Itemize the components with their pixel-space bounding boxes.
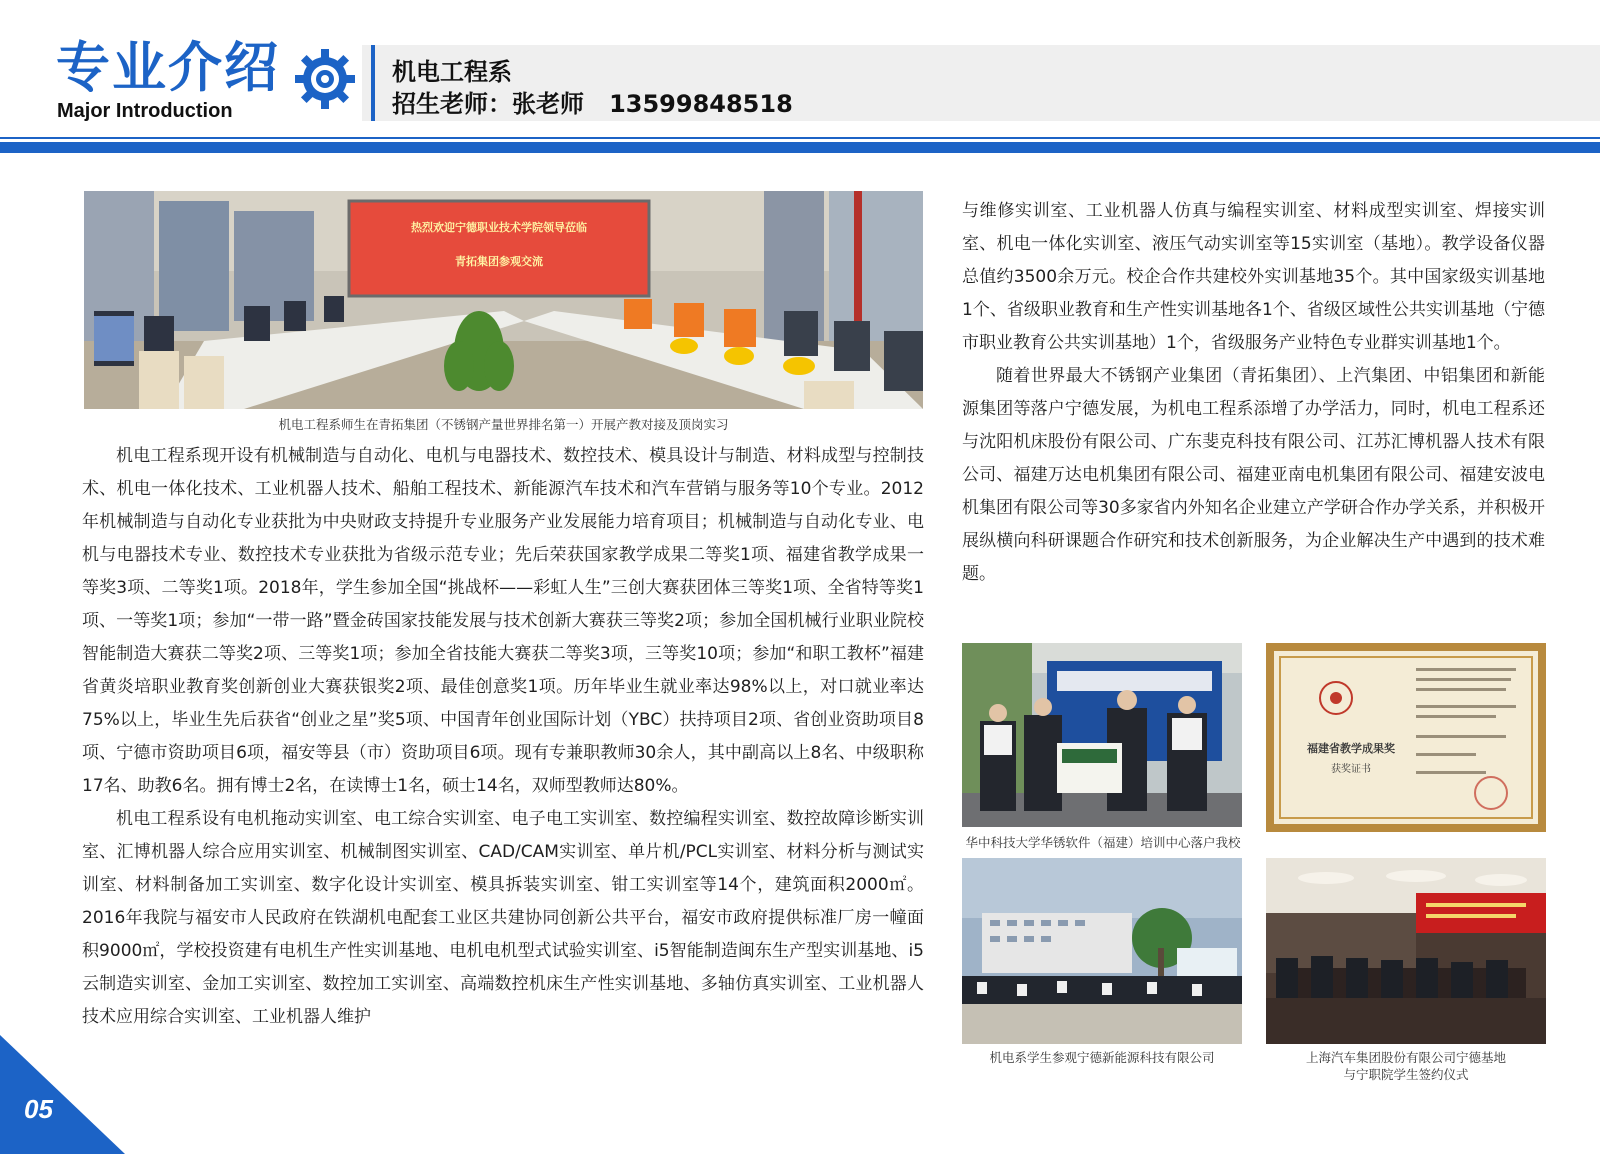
meeting-photo — [84, 191, 923, 409]
page-number: 05 — [24, 1094, 53, 1124]
certificate-photo — [1266, 643, 1546, 832]
certificate-title: 福建省教学成果奖 — [1307, 742, 1395, 755]
meeting-photo-caption: 机电工程系师生在青拓集团（不锈钢产量世界排名第一）开展产教对接及顶岗实习 — [278, 417, 729, 432]
signing-caption-line-1: 上海汽车集团股份有限公司宁德基地 — [1305, 1050, 1506, 1065]
left-column-text — [82, 440, 924, 1034]
group-photo — [962, 858, 1242, 1044]
phone-number: 13599848518 — [609, 90, 793, 118]
paragraph-labs-continued: 与维修实训室、工业机器人仿真与编程实训室、材料成型实训室、焊接实训室、机电一体化实训室、液压气动实训室等15实训室（基地）。教学设备仪器总值约3500余万元。校企合作共建校外实训基地35个。其中国家级实训基地1个、省级职业教育和生产性实训基地各1个、省级区域性公共实训基地（宁德市职业教育公共实训基地）1个，省级服务产业特色专业群实训基地1个。 — [962, 201, 1545, 353]
header-rule-thick — [0, 142, 1600, 153]
paragraph-intro: 机电工程系现开设有机械制造与自动化、电机与电器技术、数控技术、模具设计与制造、材料成型与控制技术、机电一体化技术、工业机器人技术、船舶工程技术、新能源汽车技术和汽车营销与服务等10个专业。2012年机械制造与自动化专业获批为中央财政支持提升专业服务产业发展能力培育项目；机械制造与自动化专业、电机与电器技术专业、数控技术专业获批为省级示范专业；先后荣获国家教学成果二等奖1项、福建省教学成果一等奖3项、二等奖1项。2018年，学生参加全国“挑战杯——彩虹人生”三创大赛获团体三等奖1项、全省特等奖1项、一等奖1项；参加“一带一路”暨金砖国家技能发展与技术创新大赛获三等奖2项；参加全国机械行业职业院校智能制造大赛获二等奖2项、三等奖1项；参加全省技能大赛获二等奖3项，三等奖10项；参加“和职工教杯”福建省黄炎培职业教育奖创新创业大赛获银奖2项、最佳创意奖1项。历年毕业生就业率达98%以上，对口就业率达75%以上，毕业生先后获省“创业之星”奖5项、中国青年创业国际计划（YBC）扶持项目2项、省创业资助项目8项、宁德市资助项目6项，福安等县（市）资助项目6项。现有专兼职教师30余人，其中副高以上8名、中级职称17名、助教6名。拥有博士2名，在读博士1名，硕士14名，双师型教师达80%。 — [82, 446, 924, 796]
header-divider — [371, 45, 375, 121]
recruit-teacher: 招生老师：张老师 — [392, 90, 584, 118]
banner-line-2: 青拓集团参观交流 — [455, 255, 543, 268]
certificate-subtitle: 获奖证书 — [1331, 764, 1371, 775]
signing-photo — [1266, 858, 1546, 1044]
group-photo-caption: 机电系学生参观宁德新能源科技有限公司 — [989, 1050, 1215, 1065]
ceremony-photo-caption: 华中科技大学华锈软件（福建）培训中心落户我校 — [965, 835, 1241, 850]
banner-line-1: 热烈欢迎宁德职业技术学院领导莅临 — [411, 221, 587, 234]
signing-caption-line-2: 与宁职院学生签约仪式 — [1343, 1067, 1469, 1082]
gear-icon — [293, 47, 357, 111]
header-rule-thin — [0, 137, 1600, 139]
page-corner-triangle — [0, 1035, 125, 1154]
department-name: 机电工程系 — [392, 58, 512, 86]
paragraph-labs: 机电工程系设有电机拖动实训室、电工综合实训室、电子电工实训室、数控编程实训室、数控故障诊断实训室、汇博机器人综合应用实训室、机械制图实训室、CAD/CAM实训室、单片机/PCL实训室、材料分析与测试实训室、材料制备加工实训室、数字化设计实训室、模具拆装实训室、钳工实训室等14个，建筑面积2000㎡。2016年我院与福安市人民政府在铁湖机电配套工业区共建协同创新公共平台，福安市政府提供标准厂房一幢面积9000㎡，学校投资建有电机生产性实训基地、电机电机型式试验实训室、i5智能制造闽东生产型实训基地、i5云制造实训室、金加工实训室、数控加工实训室、高端数控机床生产性实训基地、多轴仿真实训室、工业机器人技术应用综合实训室、工业机器人维护 — [82, 809, 924, 1027]
page-subtitle: Major Introduction — [57, 100, 233, 122]
page-title: 专业介绍 — [56, 36, 280, 99]
signing-photo-caption — [1266, 1049, 1546, 1083]
right-column-text — [962, 195, 1545, 591]
paragraph-enterprise: 随着世界最大不锈钢产业集团（青拓集团）、上汽集团、中铝集团和新能源集团等落户宁德发展，为机电工程系添增了办学活力，同时，机电工程系还与沈阳机床股份有限公司、广东斐克科技有限公司、江苏汇博机器人技术有限公司、福建万达电机集团有限公司、福建亚南电机集团有限公司、福建安波电机集团有限公司等30多家省内外知名企业建立产学研合作办学关系，并积极开展纵横向科研课题合作研究和技术创新服务，为企业解决生产中遇到的技术难题。 — [962, 366, 1545, 584]
recruit-contact — [392, 84, 793, 119]
ceremony-photo — [962, 643, 1242, 827]
